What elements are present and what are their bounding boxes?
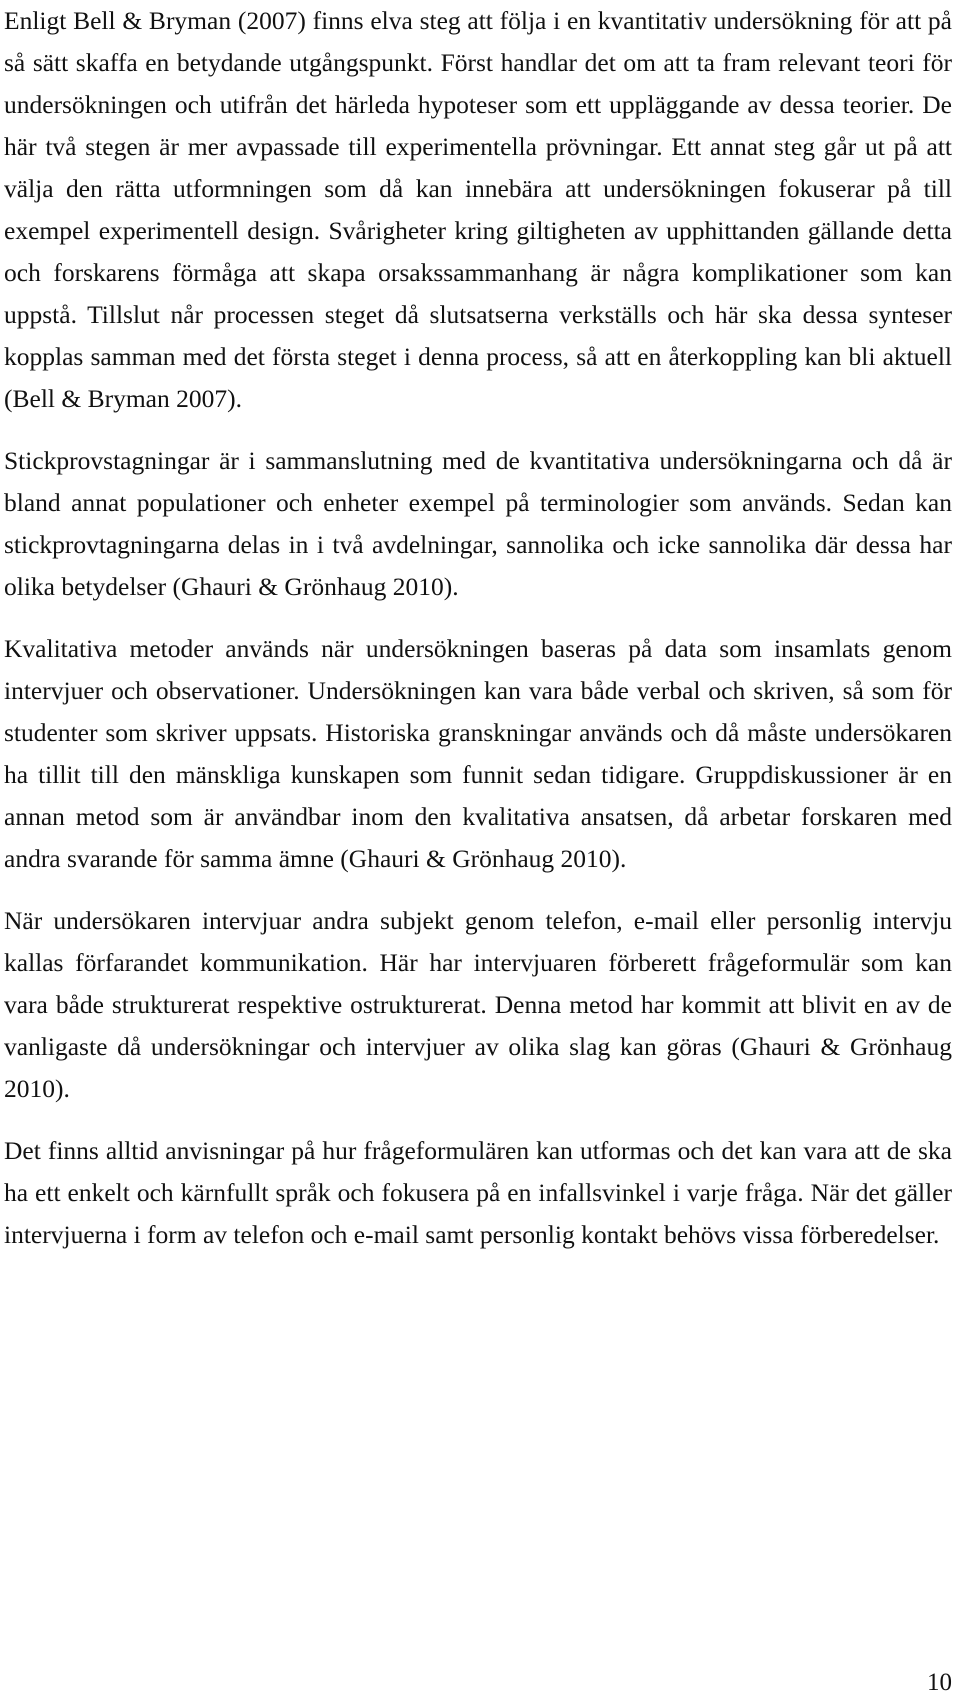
paragraph-stickprov: Stickprovstagningar är i sammanslutning med de kvantitativa undersökningarna och då är bland annat populationer och enheter exempel på terminologier som används. Sedan kan stickprovtagningarna delas in i två avdelningar, sannolika och icke sannolika där dessa har olika betydelser (Ghauri & Grönhaug 2010). xyxy=(4,446,952,601)
paragraph-anvisningar: Det finns alltid anvisningar på hur frågeformulären kan utformas och det kan vara att de ska ha ett enkelt och kärnfullt språk och fokusera på en infallsvinkel i varje fråga. När det gäller intervjuerna i form av telefon och e-mail samt personlig kontakt behövs vissa förberedelser. xyxy=(4,1136,952,1249)
paragraph-kommunikation: När undersökaren intervjuar andra subjekt genom telefon, e-mail eller personlig intervju kallas förfarandet kommunikation. Här har intervjuaren förberett frågeformulär som kan vara både strukturerat respektive ostrukturerat. Denna metod har kommit att blivit en av de vanligaste då undersökningar och intervjuer av olika slag kan göras (Ghauri & Grönhaug 2010). xyxy=(4,906,952,1103)
paragraph-kvantitativ-steg: Enligt Bell & Bryman (2007) finns elva steg att följa i en kvantitativ undersökning för att på så sätt skaffa en betydande utgångspunkt. Först handlar det om att ta fram relevant teori för undersökningen och utifrån det härleda hypoteser som ett uppläggande av dessa teorier. De här två stegen är mer avpassade till experimentella prövningar. Ett annat steg går ut på att välja den rätta utformningen som då kan innebära att undersökningen fokuserar på till exempel experimentell design. Svårigheter kring giltigheten av upphittanden gällande detta och forskarens förmåga att skapa orsakssammanhang är några komplikationer som kan uppstå. Tillslut når processen steget då slutsatserna verkställs och här ska dessa synteser kopplas samman med det första steget i denna process, så att en återkoppling kan bli aktuell (Bell & Bryman 2007). xyxy=(4,6,952,413)
body-text xyxy=(4,0,952,1256)
paragraph-kvalitativa-metoder: Kvalitativa metoder används när undersökningen baseras på data som insamlats genom intervjuer och observationer. Undersökningen kan vara både verbal och skriven, så som för studenter som skriver uppsats. Historiska granskningar används och då måste undersökaren ha tillit till den mänskliga kunskapen som funnit sedan tidigare. Gruppdiskussioner är en annan metod som är användbar inom den kvalitativa ansatsen, då arbetar forskaren med andra svarande för samma ämne (Ghauri & Grönhaug 2010). xyxy=(4,634,952,873)
page-number: 10 xyxy=(927,1669,952,1696)
